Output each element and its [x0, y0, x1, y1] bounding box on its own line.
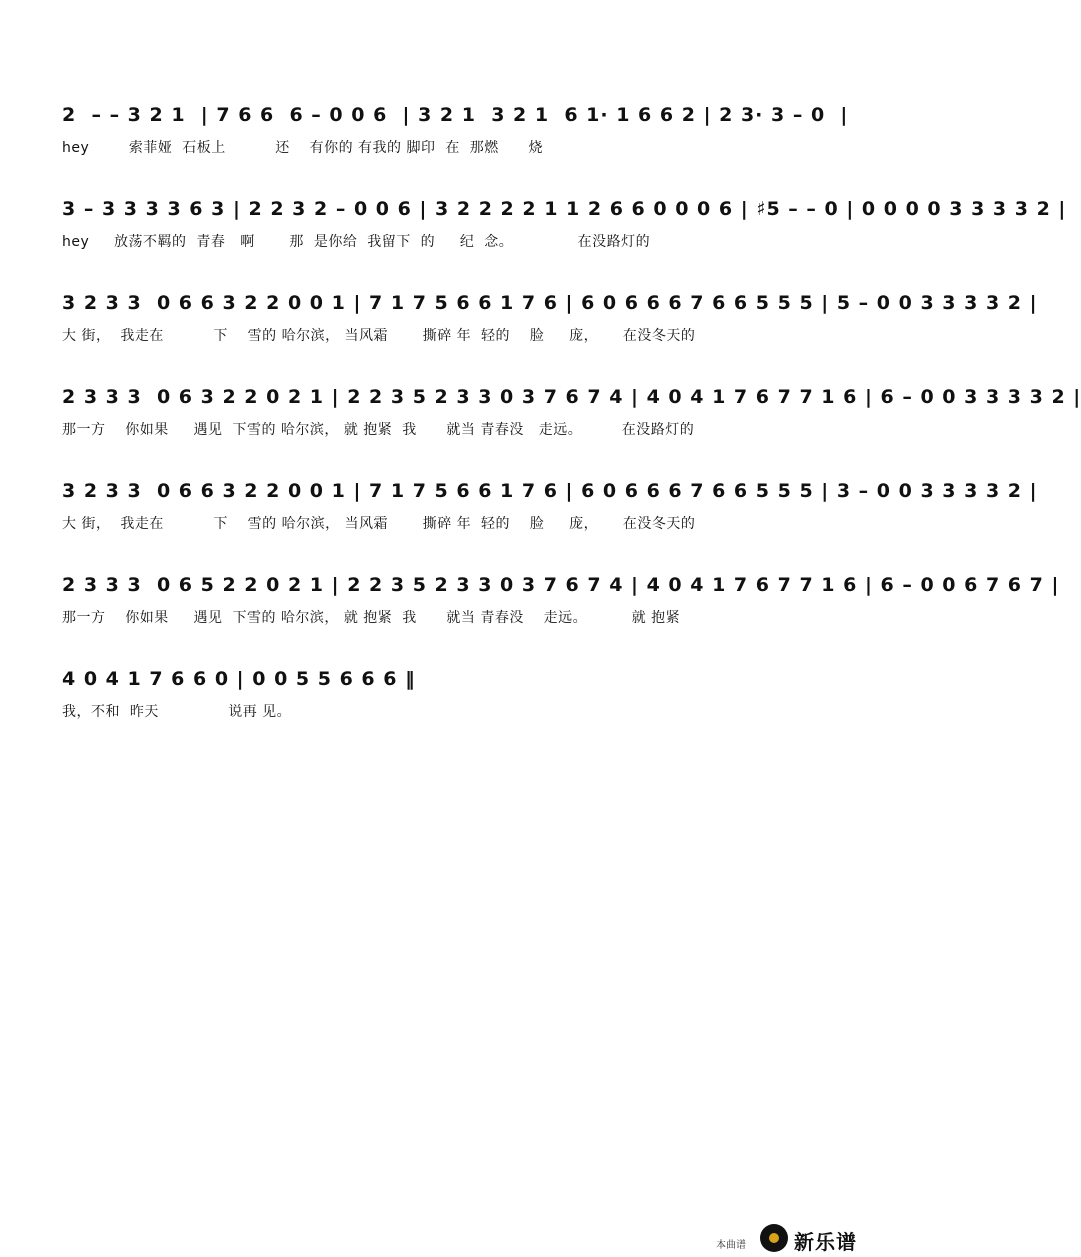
- system-2: [62, 194, 1067, 252]
- brand-logo-text: 新乐谱: [794, 1230, 857, 1254]
- lyrics-line: hey 索菲娅 石板上 还 有你的 有我的 脚印 在 那燃 烧: [62, 140, 543, 156]
- system-6: [62, 570, 1060, 628]
- system-7: [62, 664, 832, 722]
- lyrics-line: 大 街， 我走在 下 雪的 哈尔滨， 当风霜 撕碎 年 轻的 脸 庞， 在没冬天的: [62, 328, 696, 344]
- notation-line: 3 2 3 3 0 6 6 3 2 2 0 0 1 | 7 1 7 5 6 6 1 7 6 | 6 0 6 6 6 7 6 6 5 5 5 | 3 – 0 0 3 3 3 3 2 |: [62, 480, 1038, 502]
- lyrics-line: 大 街， 我走在 下 雪的 哈尔滨， 当风霜 撕碎 年 轻的 脸 庞， 在没冬天的: [62, 516, 696, 532]
- lyrics-line: 那一方 你如果 遇见 下雪的 哈尔滨， 就 抱紧 我 就当 青春没 走远。 在没路灯的: [62, 422, 695, 438]
- footer-label: 本曲谱: [716, 1240, 746, 1251]
- system-3: [62, 288, 1038, 346]
- notation-line: 3 – 3 3 3 3 6 3 | 2 2 3 2 – 0 0 6 | 3 2 2 2 2 1 1 2 6 6 0 0 0 6 | ♯5 – – 0 | 0 0 0 0 3 3 3 3 2 |: [62, 198, 1067, 220]
- system-4: [62, 382, 1081, 440]
- notation-line: 3 2 3 3 0 6 6 3 2 2 0 0 1 | 7 1 7 5 6 6 1 7 6 | 6 0 6 6 6 7 6 6 5 5 5 | 5 – 0 0 3 3 3 3 2 |: [62, 292, 1038, 314]
- lyrics-line: 那一方 你如果 遇见 下雪的 哈尔滨， 就 抱紧 我 就当 青春没 走远。 就 抱紧: [62, 610, 681, 626]
- system-5: [62, 476, 1038, 534]
- notation-line: 2 – – 3 2 1 | 7 6 6 6 – 0 0 6 | 3 2 1 3 2 1 6 1· 1 6 6 2 | 2 3· 3 – 0 |: [62, 104, 849, 126]
- system-1: [62, 100, 849, 158]
- lyrics-line: hey 放荡不羁的 青春 啊 那 是你给 我留下 的 纪 念。 在没路灯的: [62, 234, 651, 250]
- notation-line: 4 0 4 1 7 6 6 0 | 0 0 5 5 6 6 6 ‖: [62, 668, 416, 690]
- lyrics-line: 我，不和 昨天 说再 见。: [62, 704, 292, 720]
- notation-line: 2 3 3 3 0 6 3 2 2 0 2 1 | 2 2 3 5 2 3 3 0 3 7 6 7 4 | 4 0 4 1 7 6 7 7 1 6 | 6 – 0 0 3 3 3 3 2 |: [62, 386, 1081, 408]
- record-logo-icon: [760, 1224, 788, 1252]
- notation-line: 2 3 3 3 0 6 5 2 2 0 2 1 | 2 2 3 5 2 3 3 0 3 7 6 7 4 | 4 0 4 1 7 6 7 7 1 6 | 6 – 0 0 6 7 6 7 |: [62, 574, 1060, 596]
